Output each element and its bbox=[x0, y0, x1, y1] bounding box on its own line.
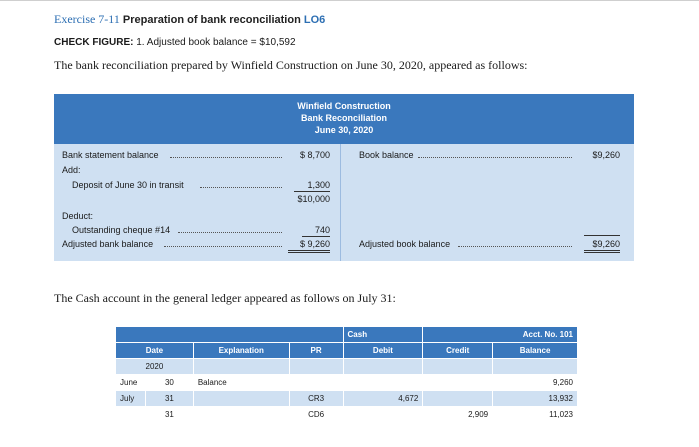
underline bbox=[294, 191, 330, 192]
table-row bbox=[116, 375, 578, 391]
adjusted-book-amount: $9,260 bbox=[592, 239, 620, 249]
subtotal-amount: $10,000 bbox=[297, 194, 330, 204]
debit-cell bbox=[343, 375, 423, 391]
empty-cell bbox=[289, 359, 343, 375]
credit-cell bbox=[423, 391, 493, 407]
learning-objective: LO6 bbox=[303, 14, 326, 26]
check-figure-label: CHECK FIGURE: bbox=[54, 37, 134, 48]
leader-dots bbox=[170, 151, 282, 158]
reconciliation-date: June 30, 2020 bbox=[314, 125, 374, 135]
exercise-title bbox=[54, 12, 325, 27]
leader-dots bbox=[458, 240, 572, 247]
reconciliation-title: Bank Reconciliation bbox=[300, 113, 388, 123]
underline bbox=[302, 236, 330, 237]
cheque-amount: 740 bbox=[314, 225, 330, 235]
credit-header: Credit bbox=[423, 343, 493, 359]
month-cell bbox=[116, 407, 146, 423]
bank-balance-amount: $ 8,700 bbox=[299, 150, 330, 160]
double-underline-bottom bbox=[288, 252, 330, 253]
cheque-label: Outstanding cheque #14 bbox=[72, 225, 171, 235]
year-cell: 2020 bbox=[116, 359, 194, 375]
day-cell: 30 bbox=[145, 375, 193, 391]
adjusted-book-label: Adjusted book balance bbox=[359, 239, 451, 249]
intro-text: The bank reconciliation prepared by Winfield Construction on June 30, 2020, appeared as follows: bbox=[54, 58, 528, 72]
ledger-blank bbox=[116, 327, 344, 343]
balance-cell: 9,260 bbox=[493, 375, 578, 391]
table-row bbox=[116, 407, 578, 423]
double-underline-bottom bbox=[584, 252, 620, 253]
debit-cell: 4,672 bbox=[343, 391, 423, 407]
reconciliation-header bbox=[54, 94, 634, 144]
account-name: Cash bbox=[343, 327, 423, 343]
explanation-header: Explanation bbox=[193, 343, 289, 359]
balance-header: Balance bbox=[493, 343, 578, 359]
pr-cell bbox=[289, 375, 343, 391]
pr-cell: CD6 bbox=[289, 407, 343, 423]
company-name: Winfield Construction bbox=[297, 101, 391, 111]
empty-cell bbox=[493, 359, 578, 375]
leader-dots bbox=[200, 181, 282, 188]
balance-cell: 11,023 bbox=[493, 407, 578, 423]
explanation-cell bbox=[193, 391, 289, 407]
month-cell: July bbox=[116, 391, 146, 407]
day-cell: 31 bbox=[145, 407, 193, 423]
deposit-amount: 1,300 bbox=[307, 180, 330, 190]
ledger-header-row bbox=[116, 343, 578, 359]
bank-balance-label: Bank statement balance bbox=[62, 150, 159, 160]
double-underline-top bbox=[584, 250, 620, 251]
credit-cell bbox=[423, 375, 493, 391]
date-header: Date bbox=[116, 343, 194, 359]
top-rule bbox=[0, 0, 699, 1]
bank-reconciliation bbox=[54, 94, 634, 261]
book-balance-label: Book balance bbox=[359, 150, 414, 160]
leader-dots bbox=[178, 226, 282, 233]
add-label: Add: bbox=[62, 165, 81, 175]
account-number: Acct. No. 101 bbox=[423, 327, 578, 343]
pr-cell: CR3 bbox=[289, 391, 343, 407]
adjusted-bank-label: Adjusted bank balance bbox=[62, 239, 154, 249]
table-row bbox=[116, 391, 578, 407]
pr-header: PR bbox=[289, 343, 343, 359]
cash-ledger bbox=[115, 326, 578, 423]
empty-cell bbox=[343, 359, 423, 375]
leader-dots bbox=[164, 240, 282, 247]
deposit-label: Deposit of June 30 in transit bbox=[72, 180, 184, 190]
ledger-year-row bbox=[116, 359, 578, 375]
adjusted-bank-amount: $ 9,260 bbox=[299, 239, 330, 249]
ledger-intro-text: The Cash account in the general ledger appeared as follows on July 31: bbox=[54, 291, 396, 305]
debit-cell bbox=[343, 407, 423, 423]
explanation-cell bbox=[193, 407, 289, 423]
check-figure-text: 1. Adjusted book balance = $10,592 bbox=[136, 37, 296, 48]
column-divider bbox=[340, 144, 341, 261]
day-cell: 31 bbox=[145, 391, 193, 407]
book-balance-amount: $9,260 bbox=[592, 150, 620, 160]
balance-cell: 13,932 bbox=[493, 391, 578, 407]
empty-cell bbox=[193, 359, 289, 375]
ledger-title-row bbox=[116, 327, 578, 343]
underline bbox=[584, 235, 620, 236]
explanation-cell: Balance bbox=[193, 375, 289, 391]
double-underline-top bbox=[288, 250, 330, 251]
month-cell: June bbox=[116, 375, 146, 391]
exercise-name: Preparation of bank reconciliation bbox=[122, 14, 301, 26]
check-figure bbox=[54, 37, 296, 48]
leader-dots bbox=[418, 151, 572, 158]
exercise-number: Exercise 7-11 bbox=[54, 12, 120, 26]
empty-cell bbox=[423, 359, 493, 375]
deduct-label: Deduct: bbox=[62, 211, 94, 221]
debit-header: Debit bbox=[343, 343, 423, 359]
credit-cell: 2,909 bbox=[423, 407, 493, 423]
